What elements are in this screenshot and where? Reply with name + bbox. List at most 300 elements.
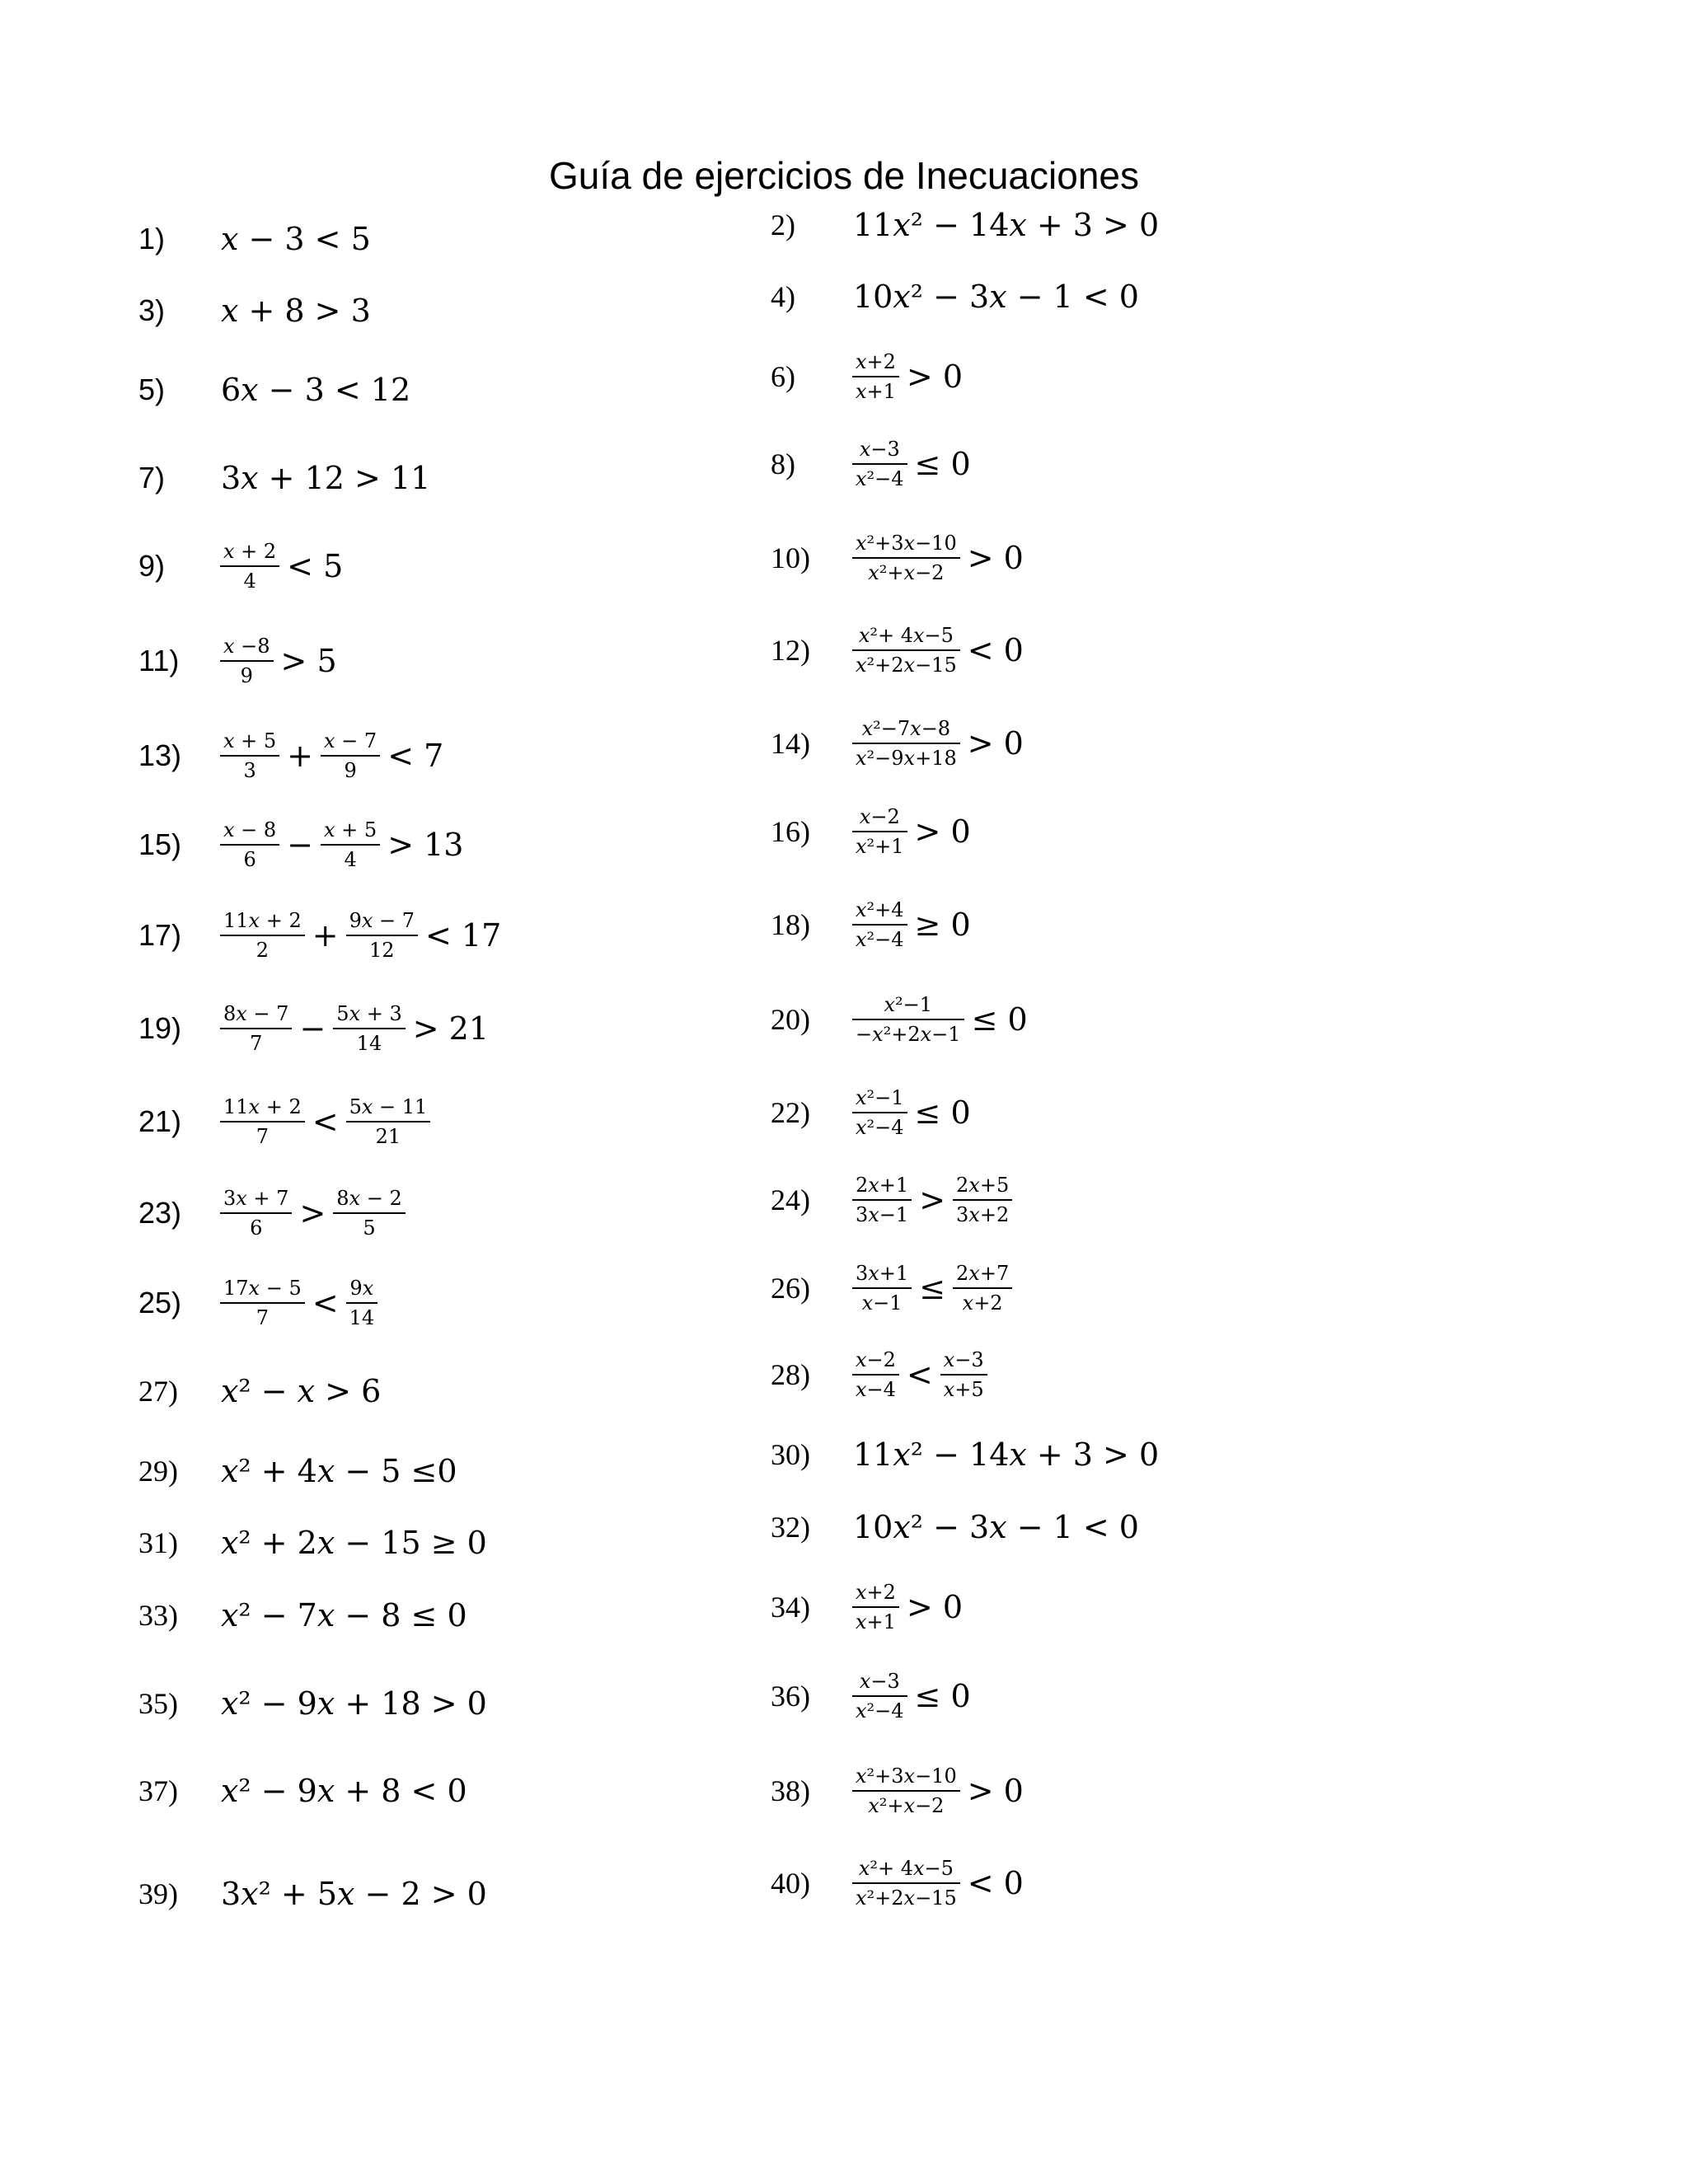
exercise-item	[138, 898, 505, 972]
fraction-bar	[220, 844, 279, 846]
fraction	[321, 729, 380, 783]
fraction	[333, 1186, 405, 1240]
fraction-numerator: 𝑥 + 2	[223, 540, 277, 563]
exercise-expression	[217, 539, 347, 593]
fraction-numerator: 𝑥²−7𝑥−8	[861, 717, 951, 740]
expression-text: 10𝑥² − 3𝑥 − 1 < 0	[853, 279, 1139, 315]
fraction-numerator: 𝑥−2	[859, 805, 900, 828]
exercise-number: 10)	[771, 541, 810, 574]
exercise-number: 16)	[771, 815, 810, 848]
fraction-bar	[321, 844, 380, 846]
exercise-expression	[849, 1173, 1015, 1227]
expression-text: 𝑥² − 9𝑥 + 18 > 0	[221, 1685, 487, 1722]
expression-text: −	[287, 827, 314, 863]
fraction-numerator: 𝑥 + 5	[223, 729, 277, 752]
fraction-denominator: 𝑥+1	[856, 1610, 896, 1633]
expression-text: 𝑥 + 8 > 3	[221, 293, 371, 329]
fraction	[220, 1276, 305, 1330]
fraction-denominator: 3𝑥+2	[956, 1203, 1010, 1226]
exercise-number: 40)	[771, 1867, 810, 1900]
fraction-bar	[333, 1212, 405, 1214]
fraction-denominator: 4	[344, 848, 357, 871]
exercise-expression	[217, 908, 505, 963]
exercise-number: 22)	[771, 1096, 810, 1129]
fraction-numerator: 8𝑥 − 2	[336, 1187, 402, 1210]
exercise-expression	[217, 634, 341, 688]
exercise-item	[771, 1846, 1028, 1920]
fraction-numerator: 2𝑥+5	[956, 1174, 1010, 1197]
expression-text: 𝑥 − 3 < 5	[221, 221, 371, 257]
fraction	[953, 1261, 1012, 1315]
exercise-expression	[849, 531, 1028, 585]
exercise-number: 37)	[138, 1774, 178, 1807]
exercise-number: 5)	[138, 373, 166, 406]
expression-text: 𝑥² − 𝑥 > 6	[221, 1373, 382, 1409]
fraction	[220, 1186, 292, 1240]
fraction-denominator: 7	[256, 1306, 269, 1329]
exercise-number: 17)	[138, 918, 182, 952]
exercise-item	[138, 1434, 462, 1508]
fraction	[852, 1085, 907, 1140]
fraction-numerator: 𝑥−3	[859, 1670, 900, 1693]
fraction	[852, 716, 960, 771]
exercise-item	[771, 1754, 1028, 1828]
expression-text: 11𝑥² − 14𝑥 + 3 > 0	[853, 207, 1160, 243]
exercise-number: 38)	[771, 1774, 810, 1807]
fraction-numerator: 2𝑥+1	[856, 1174, 909, 1197]
fraction-numerator: 𝑥 + 5	[324, 818, 377, 841]
fraction-bar	[852, 1606, 899, 1608]
exercise-number: 27)	[138, 1375, 178, 1408]
exercise-item	[771, 1163, 1015, 1237]
expression-text: +	[287, 738, 314, 774]
fraction	[852, 531, 960, 585]
fraction	[852, 1261, 912, 1315]
exercise-number: 30)	[771, 1438, 810, 1471]
exercise-number: 28)	[771, 1358, 810, 1391]
fraction-denominator: 12	[369, 939, 395, 962]
fraction-denominator: 𝑥²−4	[856, 1116, 904, 1139]
fraction-bar	[852, 649, 960, 651]
fraction-bar	[852, 463, 907, 465]
fraction	[220, 818, 279, 872]
fraction	[852, 437, 907, 491]
fraction	[346, 1276, 378, 1330]
fraction-denominator: 𝑥+5	[943, 1378, 984, 1401]
fraction-numerator: 𝑥²+3𝑥−10	[856, 532, 957, 555]
expression-text: 𝑥² + 2𝑥 − 15 ≥ 0	[221, 1525, 487, 1561]
fraction-bar	[220, 1302, 305, 1304]
fraction-denominator: 7	[256, 1125, 269, 1148]
expression-text: > 5	[280, 643, 337, 679]
exercise-item	[138, 202, 375, 276]
exercise-item	[771, 1076, 975, 1150]
fraction	[852, 1669, 907, 1723]
exercise-number: 25)	[138, 1286, 182, 1319]
exercise-expression	[849, 207, 1163, 243]
exercise-item	[138, 441, 434, 515]
fraction-bar	[852, 1374, 899, 1376]
fraction-denominator: 4	[243, 569, 256, 593]
exercise-number: 8)	[771, 448, 795, 480]
expression-text: < 17	[425, 917, 502, 954]
exercise-number: 20)	[771, 1003, 810, 1036]
fraction	[321, 818, 380, 872]
expression-text: < 0	[967, 632, 1024, 668]
fraction-bar	[321, 755, 380, 757]
exercise-expression	[217, 1276, 381, 1330]
exercise-number: 33)	[138, 1599, 178, 1632]
exercise-expression	[849, 716, 1028, 771]
fraction	[346, 1094, 431, 1149]
fraction-numerator: 𝑥 − 7	[324, 729, 377, 752]
fraction-denominator: 𝑥+1	[856, 380, 896, 403]
expression-text: < 5	[287, 548, 344, 584]
fraction-bar	[852, 1882, 960, 1884]
fraction-denominator: 14	[349, 1306, 375, 1329]
fraction-denominator: 9	[344, 759, 357, 782]
exercise-expression	[217, 729, 448, 783]
fraction	[852, 1764, 960, 1818]
fraction-numerator: 𝑥−3	[943, 1348, 984, 1371]
exercise-number: 2)	[771, 209, 795, 241]
exercise-expression	[217, 1094, 434, 1149]
fraction-numerator: 𝑥²+ 4𝑥−5	[858, 1857, 954, 1880]
fraction-bar	[852, 743, 960, 744]
fraction-numerator: 17𝑥 − 5	[223, 1277, 302, 1300]
fraction-denominator: 𝑥²+2𝑥−15	[856, 654, 957, 677]
exercise-item	[771, 188, 1163, 262]
exercise-expression	[217, 1001, 493, 1056]
fraction-denominator: 3𝑥−1	[856, 1203, 909, 1226]
fraction-bar	[333, 1028, 405, 1029]
expression-text: ≤ 0	[971, 1001, 1028, 1038]
exercise-item	[771, 427, 975, 501]
expression-text: +	[312, 917, 339, 954]
expression-text: >	[919, 1182, 946, 1218]
fraction-bar	[220, 660, 274, 662]
fraction-numerator: 𝑥 −8	[223, 635, 270, 658]
exercise-item	[771, 706, 1028, 780]
exercise-item	[138, 1578, 471, 1652]
fraction-numerator: 𝑥²+ 4𝑥−5	[858, 624, 954, 647]
exercise-item	[138, 1754, 471, 1828]
exercise-expression	[849, 437, 975, 491]
exercise-number: 35)	[138, 1687, 178, 1720]
exercise-item	[771, 1338, 991, 1412]
exercise-expression	[217, 293, 375, 329]
fraction-numerator: 11𝑥 + 2	[223, 1095, 302, 1118]
fraction-bar	[852, 1199, 912, 1201]
fraction-numerator: 𝑥−2	[856, 1348, 896, 1371]
exercise-item	[771, 1659, 975, 1733]
exercise-expression	[849, 1669, 975, 1723]
exercise-number: 15)	[138, 827, 182, 861]
exercise-number: 19)	[138, 1011, 182, 1045]
exercise-number: 21)	[138, 1104, 182, 1138]
exercise-number: 23)	[138, 1196, 182, 1230]
fraction-numerator: 𝑥+2	[856, 350, 896, 373]
fraction	[333, 1001, 405, 1056]
exercise-number: 32)	[771, 1511, 810, 1544]
expression-text: > 0	[967, 725, 1024, 762]
fraction	[852, 992, 964, 1047]
expression-text: <	[312, 1104, 339, 1140]
fraction-denominator: 3	[243, 759, 256, 782]
exercise-item	[771, 982, 1032, 1057]
exercise-expression	[217, 1186, 409, 1240]
fraction-bar	[852, 1695, 907, 1697]
expression-text: > 0	[906, 1589, 964, 1625]
exercise-item	[138, 719, 448, 793]
fraction-bar	[220, 1212, 292, 1214]
exercise-expression	[217, 372, 415, 408]
expression-text: 3𝑥² + 5𝑥 − 2 > 0	[221, 1876, 487, 1912]
exercise-expression	[217, 221, 375, 257]
exercise-expression	[217, 460, 434, 496]
expression-text: ≤ 0	[914, 1094, 971, 1131]
fraction-denominator: 2	[256, 939, 269, 962]
fraction-denominator: 5	[363, 1216, 376, 1240]
exercise-item	[138, 991, 493, 1066]
expression-text: ≤ 0	[914, 446, 971, 482]
fraction-numerator: 8𝑥 − 7	[223, 1002, 289, 1025]
fraction	[220, 1001, 292, 1056]
exercise-item	[138, 1176, 409, 1250]
expression-text: >	[299, 1195, 326, 1231]
exercise-item	[771, 340, 967, 414]
exercise-item	[771, 1490, 1143, 1564]
fraction	[852, 1173, 912, 1227]
fraction-denominator: 𝑥−1	[861, 1291, 903, 1315]
fraction-bar	[852, 1019, 964, 1020]
exercise-item	[771, 888, 975, 962]
exercise-number: 13)	[138, 738, 182, 772]
exercise-item	[138, 1666, 491, 1741]
exercise-expression	[849, 1856, 1028, 1910]
exercise-number: 24)	[771, 1183, 810, 1216]
exercise-expression	[849, 898, 975, 952]
fraction	[220, 729, 279, 783]
fraction	[940, 1347, 987, 1402]
fraction-denominator: 𝑥²−4	[856, 467, 904, 490]
fraction-denominator: 7	[250, 1032, 263, 1055]
exercise-expression	[849, 992, 1032, 1047]
fraction-numerator: 3𝑥+1	[856, 1262, 909, 1285]
fraction-bar	[220, 755, 279, 757]
exercise-item	[138, 624, 341, 698]
fraction-denominator: 𝑥²−4	[856, 1699, 904, 1722]
fraction	[852, 1856, 960, 1910]
exercise-expression	[849, 1764, 1028, 1818]
fraction-numerator: 𝑥−3	[859, 438, 900, 461]
exercise-expression	[849, 1509, 1143, 1545]
exercise-item	[138, 353, 415, 427]
exercise-item	[138, 1506, 491, 1580]
fraction	[852, 623, 960, 677]
fraction-denominator: 𝑥−4	[856, 1378, 896, 1401]
expression-text: −	[299, 1010, 326, 1047]
exercise-number: 39)	[138, 1877, 178, 1910]
exercise-expression	[217, 1453, 462, 1489]
exercise-item	[138, 1266, 381, 1340]
expression-text: > 0	[967, 1773, 1024, 1809]
fraction-bar	[220, 1121, 305, 1122]
fraction	[852, 898, 907, 952]
exercise-item	[138, 1085, 434, 1159]
expression-text: > 0	[967, 540, 1024, 576]
fraction-bar	[220, 1028, 292, 1029]
fraction-bar	[940, 1374, 987, 1376]
fraction-bar	[852, 557, 960, 559]
fraction-numerator: 9𝑥 − 7	[349, 909, 415, 932]
exercise-item	[771, 1418, 1163, 1492]
exercise-expression	[849, 1580, 967, 1634]
fraction-bar	[852, 1112, 907, 1113]
expression-text: <	[312, 1285, 339, 1321]
exercise-expression	[849, 1085, 975, 1140]
exercise-expression	[217, 1773, 471, 1809]
expression-text: > 0	[906, 359, 964, 395]
exercise-number: 36)	[771, 1680, 810, 1713]
expression-text: ≤ 0	[914, 1678, 971, 1714]
fraction-bar	[346, 1121, 431, 1122]
exercise-expression	[217, 1373, 385, 1409]
exercise-number: 14)	[771, 727, 810, 760]
exercise-expression	[217, 1876, 491, 1912]
expression-text: > 21	[412, 1010, 490, 1047]
exercise-expression	[849, 279, 1143, 315]
exercise-item	[138, 1354, 385, 1428]
fraction-bar	[852, 376, 899, 377]
expression-text: < 7	[387, 738, 444, 774]
fraction	[953, 1173, 1012, 1227]
fraction-denominator: 𝑥²−9𝑥+18	[856, 747, 957, 770]
expression-text: <	[906, 1357, 933, 1393]
fraction-bar	[852, 831, 907, 832]
exercise-expression	[217, 1597, 471, 1633]
expression-text: 𝑥² + 4𝑥 − 5 ≤0	[221, 1453, 457, 1489]
fraction-denominator: −𝑥²+2𝑥−1	[856, 1023, 961, 1046]
expression-text: > 13	[387, 827, 464, 863]
exercise-number: 7)	[138, 461, 166, 494]
exercise-expression	[849, 349, 967, 404]
exercise-expression	[849, 1261, 1015, 1315]
exercise-number: 12)	[771, 634, 810, 667]
exercise-item	[138, 1857, 491, 1931]
fraction-numerator: 𝑥+2	[856, 1581, 896, 1604]
expression-text: 11𝑥² − 14𝑥 + 3 > 0	[853, 1436, 1160, 1473]
fraction-numerator: 11𝑥 + 2	[223, 909, 302, 932]
exercise-number: 6)	[771, 360, 795, 393]
exercise-number: 3)	[138, 293, 166, 327]
fraction-denominator: 𝑥²+𝑥−2	[868, 561, 945, 584]
fraction	[852, 1580, 899, 1634]
expression-text: 𝑥² − 9𝑥 + 8 < 0	[221, 1773, 467, 1809]
fraction-bar	[852, 1790, 960, 1792]
exercise-item	[771, 794, 975, 869]
exercise-number: 34)	[771, 1591, 810, 1624]
exercise-number: 11)	[138, 644, 180, 677]
fraction	[220, 1094, 305, 1149]
fraction-numerator: 9𝑥	[349, 1277, 374, 1300]
fraction	[852, 804, 907, 859]
exercise-expression	[849, 623, 1028, 677]
fraction-numerator: 3𝑥 + 7	[223, 1187, 289, 1210]
fraction-bar	[953, 1287, 1012, 1289]
exercise-item	[138, 808, 467, 882]
expression-text: 𝑥² − 7𝑥 − 8 ≤ 0	[221, 1597, 467, 1633]
fraction-numerator: 𝑥²+3𝑥−10	[856, 1765, 957, 1788]
exercise-expression	[217, 818, 467, 872]
expression-text: 10𝑥² − 3𝑥 − 1 < 0	[853, 1509, 1139, 1545]
fraction-bar	[346, 935, 418, 936]
exercise-expression	[849, 1347, 991, 1402]
fraction-denominator: 𝑥²+1	[856, 835, 904, 858]
exercise-item	[138, 274, 375, 348]
exercise-item	[771, 521, 1028, 595]
fraction-denominator: 𝑥²+2𝑥−15	[856, 1886, 957, 1910]
fraction	[852, 1347, 899, 1402]
fraction-numerator: 𝑥²−1	[856, 1086, 904, 1109]
fraction-bar	[346, 1302, 378, 1304]
fraction-denominator: 6	[250, 1216, 263, 1240]
expression-text: ≤	[919, 1270, 946, 1306]
expression-text: 6𝑥 − 3 < 12	[221, 372, 411, 408]
fraction-numerator: 5𝑥 + 3	[336, 1002, 402, 1025]
fraction	[220, 634, 274, 688]
expression-text: ≥ 0	[914, 907, 971, 943]
exercise-item	[771, 613, 1028, 687]
fraction	[220, 539, 279, 593]
fraction-numerator: 𝑥²+4	[856, 898, 904, 921]
exercise-expression	[217, 1525, 491, 1561]
fraction-denominator: 21	[375, 1125, 401, 1148]
expression-text: < 0	[967, 1865, 1024, 1901]
exercise-expression	[849, 804, 975, 859]
fraction-bar	[220, 935, 305, 936]
exercise-number: 1)	[138, 222, 166, 255]
exercise-number: 9)	[138, 549, 166, 583]
exercise-number: 29)	[138, 1455, 178, 1488]
exercise-expression	[849, 1436, 1163, 1473]
fraction	[852, 349, 899, 404]
fraction-denominator: 14	[356, 1032, 382, 1055]
fraction-bar	[220, 565, 279, 567]
fraction-denominator: 𝑥+2	[962, 1291, 1003, 1315]
fraction-denominator: 6	[243, 848, 256, 871]
page-title: Guía de ejercicios de Inecuaciones	[549, 154, 1139, 197]
fraction-numerator: 5𝑥 − 11	[349, 1095, 428, 1118]
expression-text: 3𝑥 + 12 > 11	[221, 460, 431, 496]
fraction	[220, 908, 305, 963]
fraction-bar	[852, 1287, 912, 1289]
exercise-number: 4)	[771, 280, 795, 313]
fraction-numerator: 𝑥 − 8	[223, 818, 277, 841]
exercise-number: 26)	[771, 1272, 810, 1305]
fraction-numerator: 𝑥²−1	[884, 993, 933, 1016]
exercise-number: 18)	[771, 908, 810, 941]
exercise-item	[138, 529, 347, 603]
expression-text: > 0	[914, 813, 971, 850]
exercise-item	[771, 260, 1143, 334]
exercise-number: 31)	[138, 1526, 178, 1559]
fraction-bar	[953, 1199, 1012, 1201]
fraction-denominator: 𝑥²−4	[856, 928, 904, 951]
fraction-denominator: 9	[240, 664, 253, 687]
fraction-numerator: 2𝑥+7	[956, 1262, 1010, 1285]
fraction-bar	[852, 924, 907, 926]
